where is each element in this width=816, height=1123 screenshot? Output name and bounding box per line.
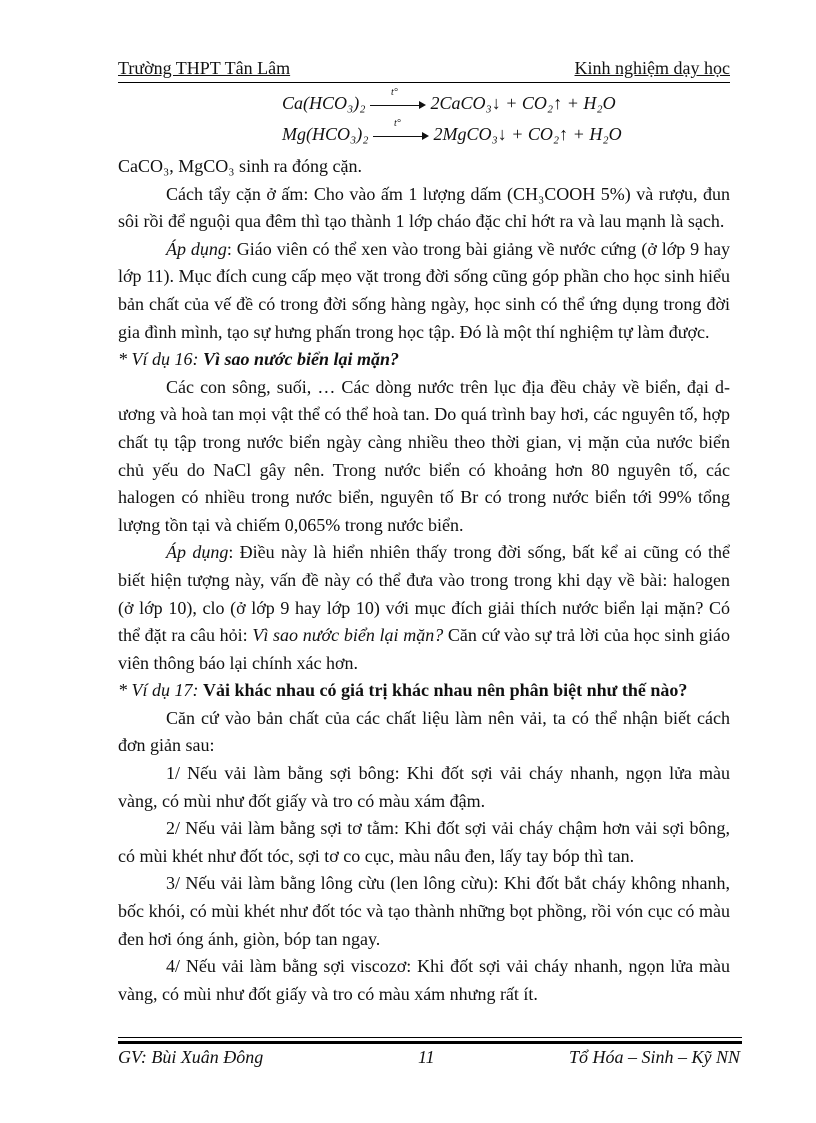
department: Tổ Hóa – Sinh – Kỹ NN: [568, 1047, 740, 1067]
paragraph: [118, 539, 730, 677]
equation-calcium: [282, 86, 616, 114]
example-heading: [118, 677, 730, 705]
heat-label: t°: [394, 117, 401, 129]
apply-label: Áp dụng: [166, 542, 229, 563]
example-title: Vì sao nước biển lại mặn?: [203, 349, 399, 370]
apply-label: Áp dụng: [166, 238, 227, 259]
heat-label: t°: [391, 86, 398, 98]
eq1-products: 2CaCO₃↓ + CO₂↑ + H₂O: [430, 93, 616, 113]
paragraph-text: : Giáo viên có thể xen vào trong bài giảng về nước cứng (ở lớp 9 hay lớp 11). Mục đích cung cấp mẹo vặt trong đời sống cũng góp phần cho học sinh hiểu bản chất của vế đề có trong đời sống hàng ngày, học sinh có thể ứng dụng trong đời gia đình mình, tạo sự hưng phấn trong học tập. Đó là một thí nghiệm tự làm được.: [118, 238, 731, 342]
list-item: 3/ Nếu vải làm bằng lông cừu (len lông cừu): Khi đốt bắt cháy không nhanh, bốc khói, có mùi khét như đốt tóc và tạo thành những bọt phồng, rồi vón cục có màu đen hơi óng ánh, giòn, bóp tan ngay.: [118, 873, 730, 949]
paragraph: Cách tẩy cặn ở ấm: Cho vào ấm 1 lượng dấm (CH₃COOH 5%) và rượu, đun sôi rồi để nguội qua đêm thì tạo thành 1 lớp cháo đặc chỉ hớt ra và lau mạnh là sạch.: [118, 183, 730, 232]
heat-arrow-icon: [370, 86, 426, 110]
footer-rule: [118, 1037, 742, 1038]
example-heading: * Ví dụ 16: Vì sao nước biển lại mặn?: [118, 349, 399, 370]
eq1-reactant: Ca(HCO₃)₂: [282, 93, 366, 113]
eq2-reactant: Mg(HCO₃)₂: [282, 124, 369, 144]
list-item: 1/ Nếu vải làm bằng sợi bông: Khi đốt sợi vải cháy nhanh, ngọn lửa màu vàng, có mùi như đốt giấy và tro có màu xám đậm.: [118, 763, 730, 811]
paragraph-text: : Điều này là hiển nhiên thấy trong đời sống, bất kể ai cũng có thể biết hiện tượng này, vấn đề này có thể đưa vào trong trong khi dạy về bài: halogen (ở lớp 10), clo (ở lớp 9 hay lớp 10) với mục đích giải thích nước biển lại mặn? Có thể đặt ra câu hỏi:: [118, 542, 731, 646]
paragraph: [118, 236, 730, 346]
list-item: 2/ Nếu vải làm bằng sợi tơ tằm: Khi đốt sợi vải cháy chậm hơn vải sợi bông, có mùi khét như đốt tóc, sợi tơ co cục, màu nâu đen, lấy tay bóp thì tan.: [118, 818, 730, 866]
heat-arrow-icon: [373, 117, 429, 141]
footer-rule-thick: [118, 1041, 742, 1044]
page-body: [118, 153, 730, 1008]
paragraph: Căn cứ vào bản chất của các chất liệu làm nên vải, ta có thể nhận biết cách đơn giản sau:: [118, 707, 730, 756]
example-label: * Ví dụ 17:: [118, 680, 199, 701]
example-title: Vải khác nhau có giá trị khác nhau nên phân biệt như thế nào?: [203, 680, 688, 701]
eq2-products: 2MgCO₃↓ + CO₂↑ + H₂O: [433, 124, 622, 144]
page-footer: [118, 1047, 740, 1073]
list-item: 4/ Nếu vải làm bằng sợi viscozơ: Khi đốt sợi vải cháy nhanh, ngọn lửa màu vàng, có mùi như đốt giấy và tro có màu xám nhưng rất ít.: [118, 956, 730, 1004]
paragraph: Các con sông, suối, … Các dòng nước trên lục địa đều chảy về biển, đại d-ương và hoà tan mọi vật thể có thể hoà tan. Do quá trình bay hơi, các nguyên tố, hợp chất tụ tập trong nước biển ngày càng nhiều theo thời gian, vị mặn của nước biển chủ yếu do NaCl gây nên. Trong nước biển có khoảng hơn 80 nguyên tố, các halogen có nhiều trong nước biển, nguyên tố Br có trong nước biển tới 99% tổng lượng tồn tại và chiếm 0,065% trong nước biển.: [118, 376, 730, 535]
paragraph: CaCO₃, MgCO₃ sinh ra đóng cặn.: [118, 156, 363, 176]
equation-magnesium: [282, 117, 622, 145]
example-label: * Ví dụ 16: [118, 349, 193, 370]
school-name: Trường THPT Tân Lâm: [118, 58, 291, 78]
document-title: Kinh nghiệm dạy học: [574, 58, 730, 78]
question-text: Vì sao nước biển lại mặn?: [252, 625, 444, 646]
page-number: 11: [418, 1047, 435, 1067]
page-header: [118, 58, 730, 82]
header-rule: [118, 82, 730, 83]
author: GV: Bùi Xuân Đông: [118, 1047, 264, 1067]
paragraph-text: Căn cứ vào sự trả lời của học sinh giáo viên thông báo lại chính xác hơn.: [118, 625, 730, 673]
